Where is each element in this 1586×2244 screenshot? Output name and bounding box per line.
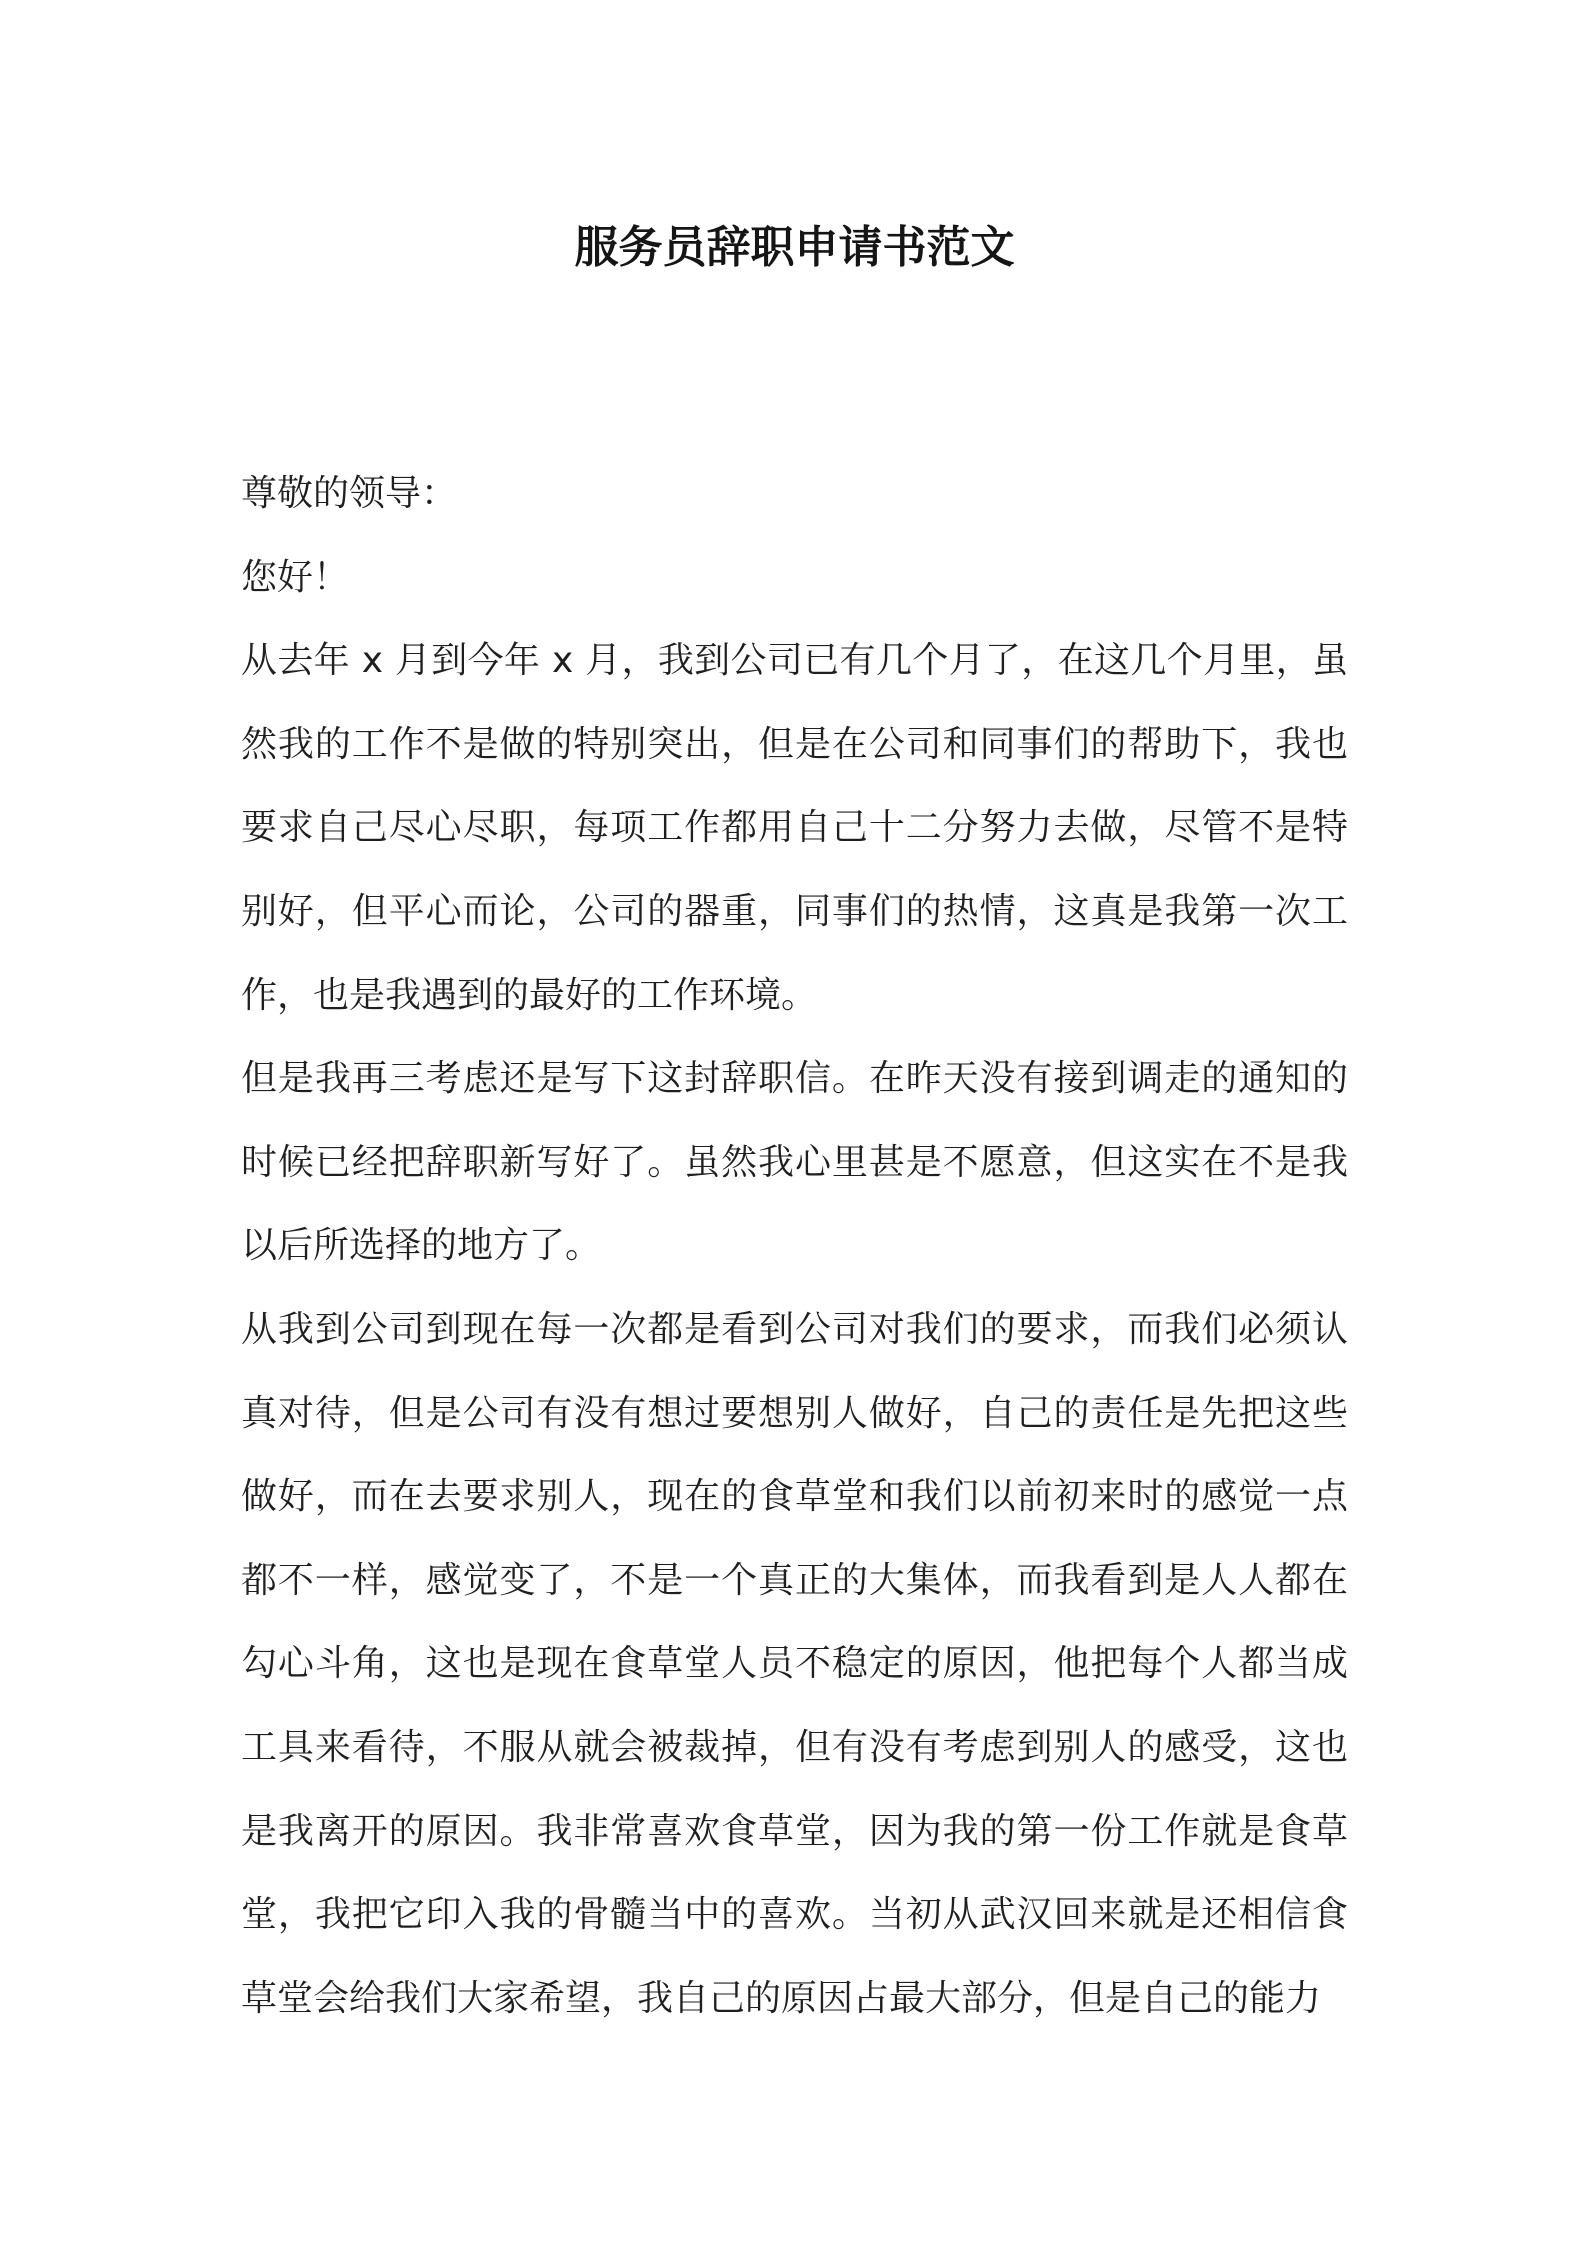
paragraph-3: 从我到公司到现在每一次都是看到公司对我们的要求，而我们必须认真对待，但是公司有没有想过要想别人做好，自己的责任是先把这些做好，而在去要求别人，现在的食草堂和我们以前初来时的感觉一点都不一样，感觉变了，不是一个真正的大集体，而我看到是人人都在勾心斗角，这也是现在食草堂人员不稳定的原因，他把每个人都当成工具来看待，不服从就会被裁掉，但有没有考虑到别人的感受，这也是我离开的原因。我非常喜欢食草堂，因为我的第一份工作就是食草堂，我把它印入我的骨髓当中的喜欢。当初从武汉回来就是还相信食草堂会给我们大家希望，我自己的原因占最大部分，但是自己的能力	[241, 1308, 1348, 2019]
greeting: 您好！	[241, 556, 350, 598]
salutation: 尊敬的领导：	[241, 473, 458, 514]
paragraph-1: 从去年 x 月到今年 x 月，我到公司已有几个月了，在这几个月里，虽然我的工作不是做的特别突出，但是在公司和同事们的帮助下，我也要求自己尽心尽职，每项工作都用自己十二分努力去做，尽管不是特别好，但平心而论，公司的器重，同事们的热情，这真是我第一次工作，也是我遇到的最好的工作环境。	[241, 640, 1348, 1016]
document-title: 服务员辞职申请书范文	[574, 222, 1015, 273]
document-body	[241, 452, 1348, 2040]
paragraph-2: 但是我再三考虑还是写下这封辞职信。在昨天没有接到调走的通知的时候已经把辞职新写好了。虽然我心里甚是不愿意，但这实在不是我以后所选择的地方了。	[241, 1058, 1348, 1267]
